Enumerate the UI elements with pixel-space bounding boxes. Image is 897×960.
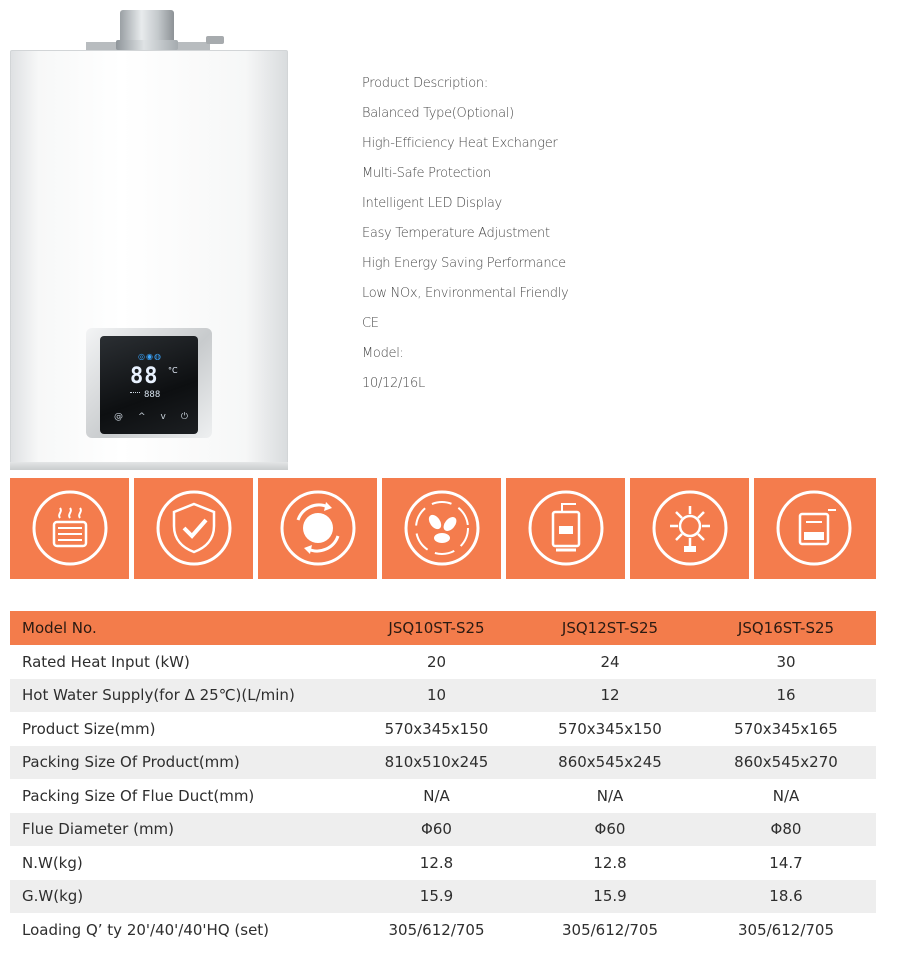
table-cell: 30 — [776, 652, 796, 671]
row-label: Packing Size Of Product(mm) — [22, 753, 240, 772]
row-label: Flue Diameter (mm) — [22, 820, 175, 839]
lcd-unit: °C — [168, 366, 178, 375]
sun-energy-icon — [650, 488, 730, 568]
table-row — [10, 779, 876, 813]
model-heading: Model: — [362, 346, 404, 361]
lcd-status-icons: ◎◉◍ — [138, 352, 162, 361]
lcd-temperature-digits: 88 — [130, 364, 159, 389]
row-label: N.W(kg) — [22, 853, 83, 872]
table-cell: 18.6 — [769, 887, 803, 906]
mode-icon: @ — [114, 412, 123, 422]
water-heater-icon — [526, 488, 606, 568]
table-row — [10, 645, 876, 679]
table-cell: 20 — [426, 652, 447, 671]
table-cell: 16 — [776, 686, 796, 705]
feature-tile — [382, 478, 501, 579]
model-values: 10/12/16L — [362, 376, 425, 391]
table-cell: 15.9 — [593, 887, 627, 906]
table-header-row — [10, 611, 876, 645]
feature-tile — [10, 478, 129, 579]
feature-line: High-Efficiency Heat Exchanger — [362, 136, 558, 151]
table-cell: 24 — [600, 652, 620, 671]
safety-shield-icon — [154, 488, 234, 568]
table-row — [10, 813, 876, 847]
feature-line: Low NOx, Environmental Friendly — [362, 286, 569, 301]
feature-tile — [630, 478, 749, 579]
flue-pipe-collar — [116, 40, 178, 50]
table-cell: 305/612/705 — [388, 920, 485, 939]
table-cell: N/A — [596, 786, 624, 805]
row-label: Packing Size Of Flue Duct(mm) — [22, 786, 255, 805]
feature-tile — [134, 478, 253, 579]
rotation-cycle-icon — [278, 488, 358, 568]
table-cell: 305/612/705 — [562, 920, 658, 939]
feature-line: Intelligent LED Display — [362, 196, 502, 211]
burner-heater-icon — [774, 488, 854, 568]
table-cell: 15.9 — [419, 887, 454, 906]
feature-tile — [506, 478, 625, 579]
table-row — [10, 880, 876, 914]
table-cell: 14.7 — [769, 853, 803, 872]
table-row — [10, 712, 876, 746]
up-arrow-icon: ^ — [138, 412, 146, 422]
heater-base — [10, 462, 288, 470]
heating-coil-icon — [30, 488, 110, 568]
power-icon: ⏻ — [180, 412, 188, 422]
product-description — [362, 73, 568, 403]
table-cell: 570x345x165 — [734, 719, 838, 738]
mounting-bracket-tab — [206, 36, 224, 44]
table-cell: Φ60 — [421, 820, 452, 839]
row-label: Loading Q’ ty 20'/40'/40'HQ (set) — [22, 920, 270, 939]
feature-line: Multi-Safe Protection — [362, 166, 491, 181]
feature-line: Easy Temperature Adjustment — [362, 226, 550, 241]
row-label: Rated Heat Input (kW) — [22, 652, 190, 671]
table-cell: 10 — [426, 686, 447, 705]
feature-icon-band — [10, 478, 876, 579]
header-cell: JSQ10ST-S25 — [388, 619, 485, 637]
row-label: G.W(kg) — [22, 887, 84, 906]
row-label: Product Size(mm) — [22, 719, 156, 738]
feature-line: Balanced Type(Optional) — [362, 106, 514, 121]
specification-table — [10, 611, 876, 947]
feature-line: High Energy Saving Performance — [362, 256, 566, 271]
panel-buttons — [114, 412, 188, 422]
table-cell: 860x545x245 — [558, 753, 662, 772]
table-cell: 860x545x270 — [734, 753, 838, 772]
table-row — [10, 746, 876, 780]
table-cell: N/A — [423, 786, 450, 805]
description-heading: Product Description: — [362, 76, 488, 91]
table-row — [10, 679, 876, 713]
table-row — [10, 846, 876, 880]
table-cell: 570x345x150 — [384, 719, 489, 738]
table-cell: 810x510x245 — [384, 753, 489, 772]
table-cell: 12 — [600, 686, 620, 705]
header-cell: JSQ12ST-S25 — [561, 619, 659, 637]
feature-tile — [258, 478, 377, 579]
product-image-water-heater — [10, 10, 288, 470]
lcd-indicator-dots — [130, 392, 140, 399]
row-label: Hot Water Supply(for Δ 25℃)(L/min) — [22, 686, 295, 705]
down-arrow-icon: v — [160, 412, 166, 422]
table-row — [10, 913, 876, 947]
lcd-small-digits: 888 — [144, 390, 161, 400]
control-panel — [100, 336, 198, 434]
header-cell: JSQ16ST-S25 — [737, 619, 835, 637]
table-cell: 305/612/705 — [738, 920, 834, 939]
eco-recycle-icon — [402, 488, 482, 568]
table-cell: Φ80 — [770, 820, 802, 839]
certification-line: CE — [362, 316, 379, 331]
header-cell: Model No. — [22, 619, 97, 637]
table-cell: 12.8 — [419, 853, 454, 872]
table-cell: 570x345x150 — [558, 719, 662, 738]
table-cell: N/A — [772, 786, 800, 805]
feature-tile — [754, 478, 876, 579]
table-cell: Φ60 — [594, 820, 626, 839]
table-cell: 12.8 — [593, 853, 627, 872]
